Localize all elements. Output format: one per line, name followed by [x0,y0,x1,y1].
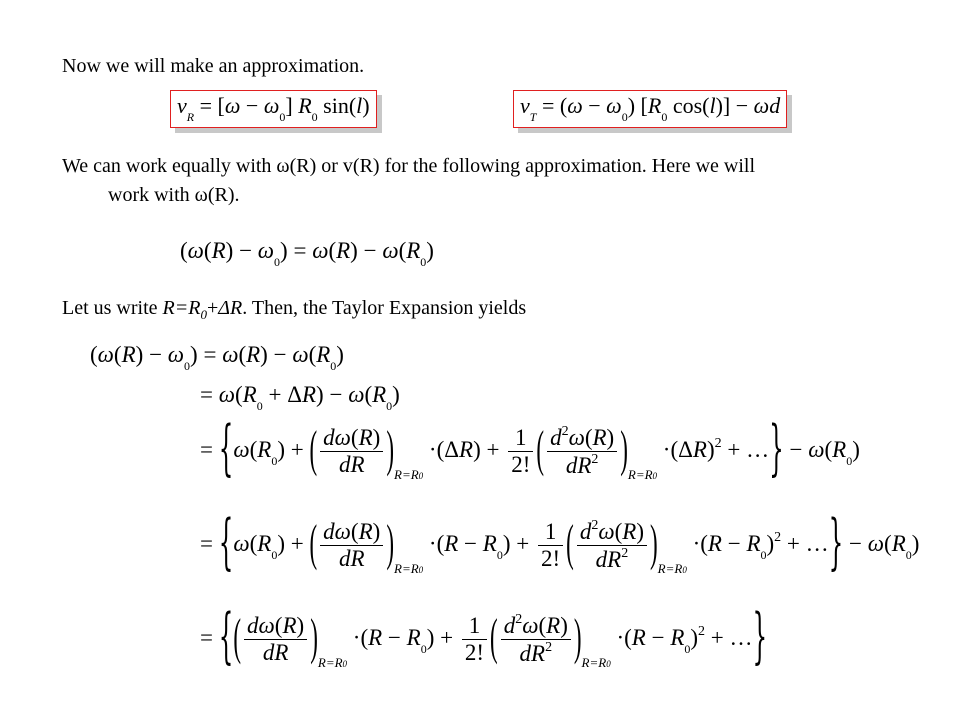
taylor-line-1: $(\omega(R) - \omega_0) = \omega(R) - \omega(R_0)$ [90,342,344,373]
paragraph-line-1: We can work equally with ω(R) or v(R) for the following approximation. Here we will [62,155,756,177]
vr-equation: $v_R = [\omega - \omega_0]$ $R_0$ sin(l) [177,93,370,124]
vt-equation: $v_T = (\omega - \omega_0)$ [$R_0$ cos(l)] − ωd [520,93,781,124]
omega-relation-equation: $(\omega(R) - \omega_0) = \omega(R) - \omega(R_0)$ [180,238,434,269]
taylor-line-3: = {$\omega(R_0)$ + ( $\frac{d\omega(R)}{dR}$ )$_{R=R0} \cdot(\Delta R)$ + $\frac{1}{2!}$ ( $\frac{d^2\omega(R)}{dR^2}$ )$_{R=R0} \cdot(\Delta R)^2$ + …} − $\omega(R_0)$ [200,415,860,484]
vr-equation-box [170,90,377,128]
let-delta-r: ΔR [218,297,243,319]
let-sub: 0 [200,307,207,322]
intro-text: Now we will make an approximation. [62,55,365,77]
let-suffix: . Then, the Taylor Expansion yields [242,297,527,319]
let-r: R [162,297,175,319]
let-eq: =R [174,297,201,319]
taylor-line-2: = $\omega(R_0 + \Delta R) - \omega(R_0)$ [200,382,400,413]
let-us-write-text [62,294,526,329]
let-prefix: Let us write [62,297,163,319]
vt-equation-box [513,90,787,128]
let-plus: + [206,297,219,319]
taylor-line-4: = {$\omega(R_0)$ + ( $\frac{d\omega(R)}{dR}$ )$_{R=R0} \cdot(R - R_0)$ + $\frac{1}{2!}$ ( $\frac{d^2\omega(R)}{dR^2}$ )$_{R=R0} \cdot(R - R_0)^2$ + …} − $\omega(R_0)$ [200,509,920,578]
taylor-line-5: = {( $\frac{d\omega(R)}{dR}$ )$_{R=R0} \cdot(R - R_0)$ + $\frac{1}{2!}$ ( $\frac{d^2\omega(R)}{dR^2}$ )$_{R=R0} \cdot(R - R_0)^2$ + …} [200,603,768,672]
paragraph-line-2: work with ω(R). [108,184,240,206]
